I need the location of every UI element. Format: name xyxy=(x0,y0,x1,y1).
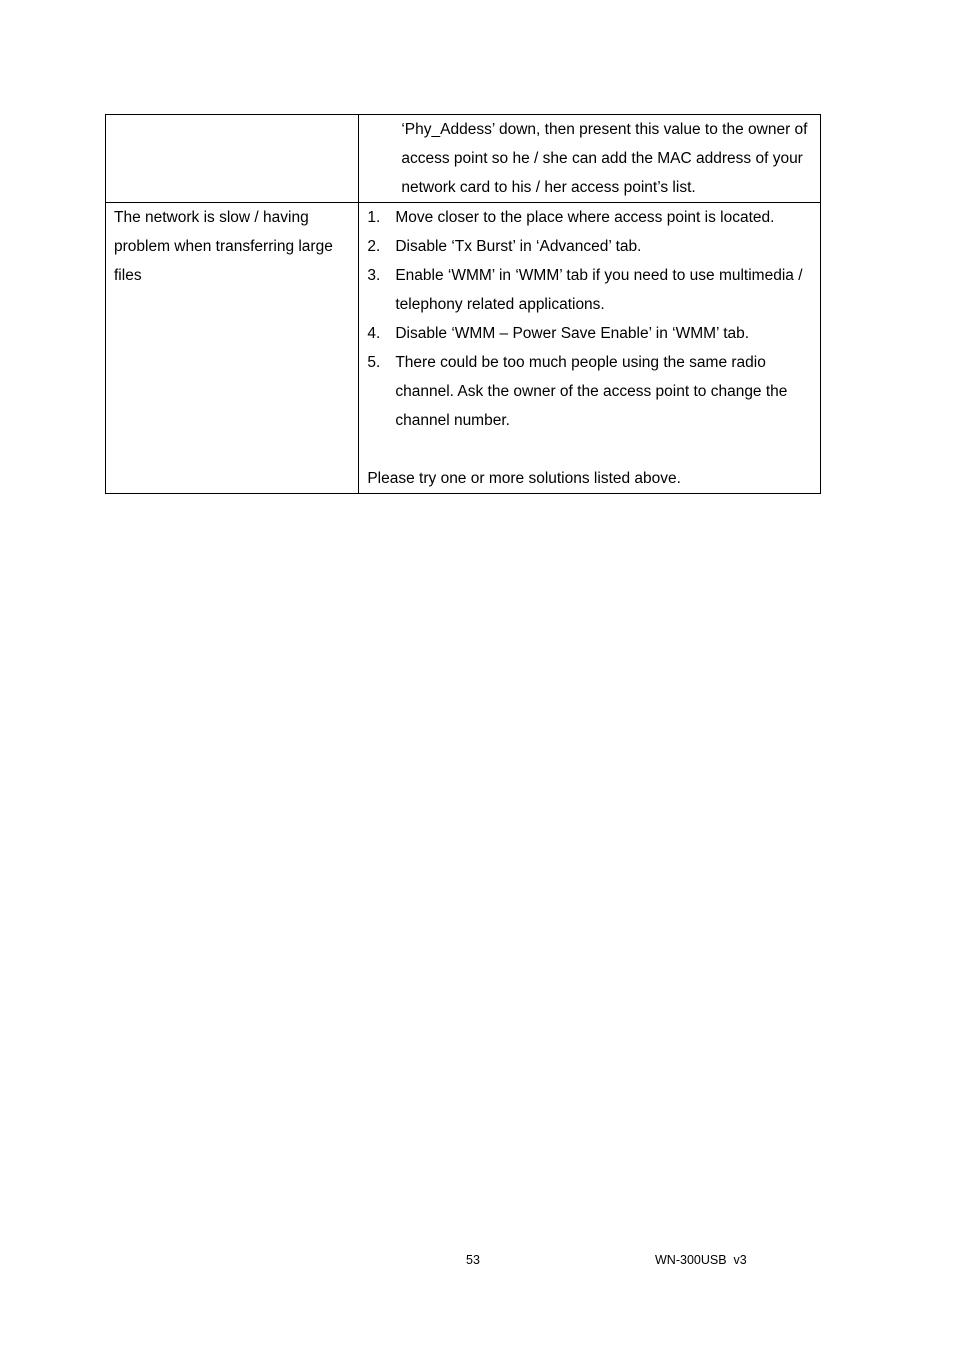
list-item-number: 5. xyxy=(367,354,381,371)
list-item xyxy=(367,348,810,435)
problem-cell xyxy=(106,115,359,203)
problem-cell: The network is slow / having problem when transferring large files xyxy=(106,203,359,494)
troubleshooting-table xyxy=(105,114,821,494)
list-item-text: Move closer to the place where access point is located. xyxy=(395,209,775,226)
list-item-text: Disable ‘WMM – Power Save Enable’ in ‘WMM’ tab. xyxy=(395,325,750,342)
list-item xyxy=(367,203,810,232)
list-item-text: Disable ‘Tx Burst’ in ‘Advanced’ tab. xyxy=(395,238,642,255)
list-item-number: 4. xyxy=(367,325,381,342)
list-item xyxy=(367,319,810,348)
list-item-text: Enable ‘WMM’ in ‘WMM’ tab if you need to use multimedia / telephony related applications. xyxy=(395,267,803,313)
page-number: 53 xyxy=(466,1253,480,1267)
solution-continued-text: ‘Phy_Addess’ down, then present this value to the owner of access point so he / she can add the MAC address of your network card to his / her access point’s list. xyxy=(401,121,808,196)
solution-list xyxy=(367,203,810,435)
list-item-number: 2. xyxy=(367,238,381,255)
blank-line xyxy=(367,435,810,464)
table-row xyxy=(106,115,821,203)
solution-cell xyxy=(359,115,821,203)
solution-note: Please try one or more solutions listed above. xyxy=(367,470,681,487)
list-item xyxy=(367,261,810,319)
list-item xyxy=(367,232,810,261)
list-item-text: There could be too much people using the same radio channel. Ask the owner of the access point to change the channel number. xyxy=(395,354,788,429)
list-item-number: 1. xyxy=(367,209,381,226)
solution-cell xyxy=(359,203,821,494)
list-item-number: 3. xyxy=(367,267,381,284)
table-row xyxy=(106,203,821,494)
model-label: WN-300USB v3 xyxy=(655,1253,747,1267)
